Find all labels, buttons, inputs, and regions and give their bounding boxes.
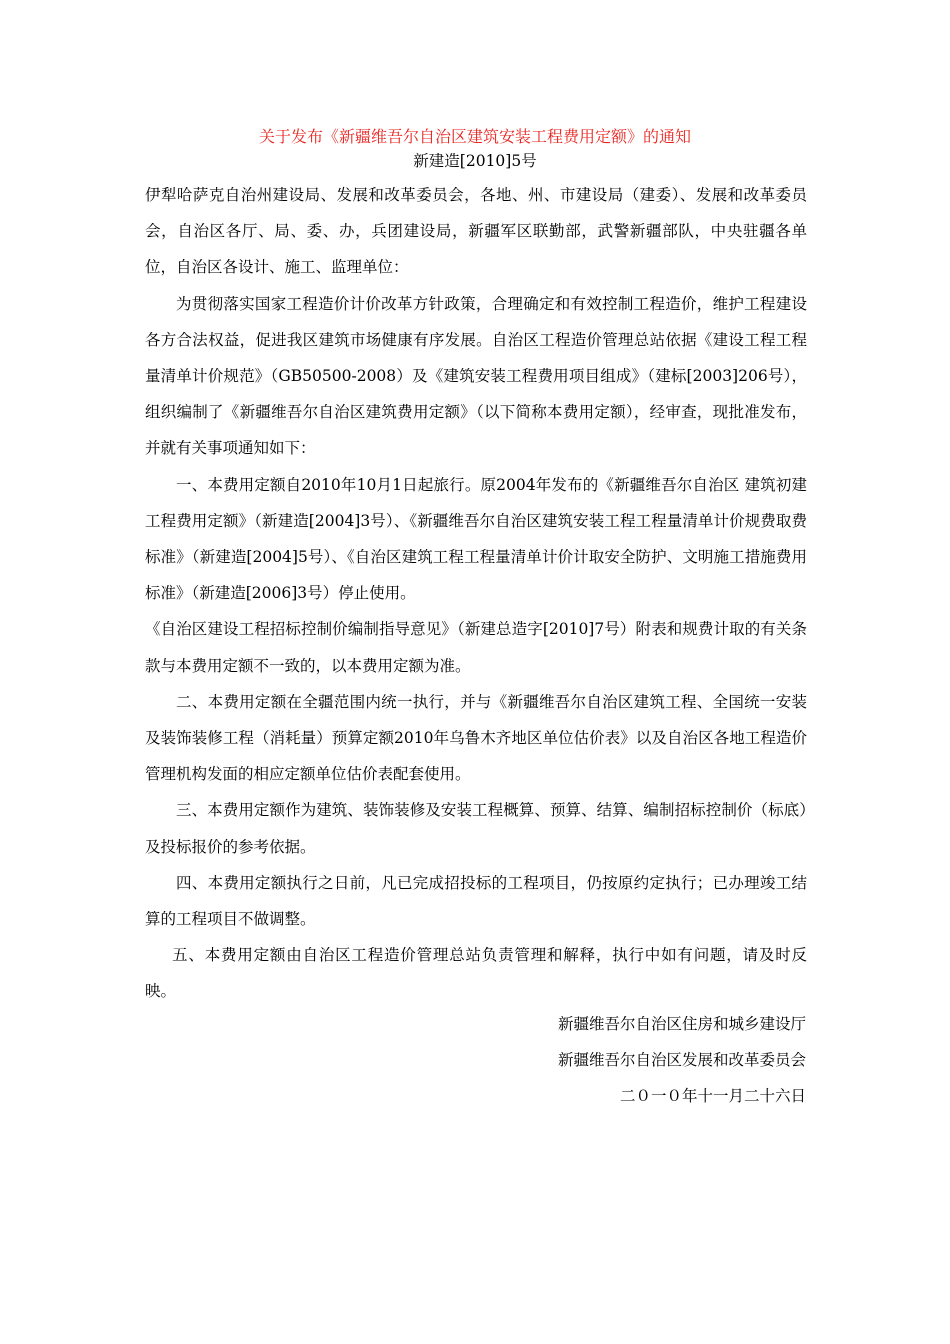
signatory-development-commission: 新疆维吾尔自治区发展和改革委员会 xyxy=(557,1051,806,1070)
signature-block xyxy=(558,1006,806,1115)
paragraph-note: 《自治区建设工程招标控制价编制指导意见》（新建总造字[2010]7号）附表和规费计取的有关条款与本费用定额不一致的，以本费用定额为准。 xyxy=(145,620,807,675)
paragraph-intro: 为贯彻落实国家工程造价计价改革方针政策，合理确定和有效控制工程造价，维护工程建设各方合法权益，促进我区建筑市场健康有序发展。自治区工程造价管理总站依据《建设工程工程量清单计价规范》（GB50500-2008）及《建筑安装工程费用项目组成》（建标[2003]206号），组织编制了《新疆维吾尔自治区建筑费用定额》（以下简称本费用定额），经审查，现批准发布，并就有关事项通知如下： xyxy=(145,294,807,458)
issue-date: 二０一０年十一月二十六日 xyxy=(619,1087,806,1106)
paragraph-item-2: 二、本费用定额在全疆范围内统一执行，并与《新疆维吾尔自治区建筑工程、全国统一安装及装饰装修工程（消耗量）预算定额2010年乌鲁木齐地区单位估价表》以及自治区各地工程造价管理机构发面的相应定额单位估价表配套使用。 xyxy=(145,692,807,784)
document-body xyxy=(145,177,807,1010)
document-title: 关于发布《新疆维吾尔自治区建筑安装工程费用定额》的通知 xyxy=(258,127,691,146)
document-number: 新建造[2010]5号 xyxy=(413,152,537,170)
paragraph-item-5: 五、本费用定额由自治区工程造价管理总站负责管理和解释，执行中如有问题，请及时反映。 xyxy=(145,946,807,1001)
paragraph-item-1: 一、本费用定额自2010年10月1日起旅行。原2004年发布的《新疆维吾尔自治区 建筑初建工程费用定额》（新建造[2004]3号）、《新疆维吾尔自治区建筑安装工程工程量清单计价规费取费标准》（新建造[2004]5号）、《自治区建筑工程工程量清单计价计取安全防护、文明施工措施费用标准》（新建造[2006]3号）停止使用。 xyxy=(145,475,807,603)
addressee: 伊犁哈萨克自治州建设局、发展和改革委员会，各地、州、市建设局（建委）、发展和改革委员会，自治区各厅、局、委、办，兵团建设局，新疆军区联勤部，武警新疆部队，中央驻疆各单位，自治区各设计、施工、监理单位： xyxy=(145,186,807,277)
signatory-housing-department: 新疆维吾尔自治区住房和城乡建设厅 xyxy=(557,1015,806,1033)
paragraph-item-4: 四、本费用定额执行之日前，凡已完成招投标的工程项目，仍按原约定执行；已办理竣工结算的工程项目不做调整。 xyxy=(145,873,807,929)
paragraph-item-3: 三、本费用定额作为建筑、装饰装修及安装工程概算、预算、结算、编制招标控制价（标底）及投标报价的参考依据。 xyxy=(145,801,807,856)
